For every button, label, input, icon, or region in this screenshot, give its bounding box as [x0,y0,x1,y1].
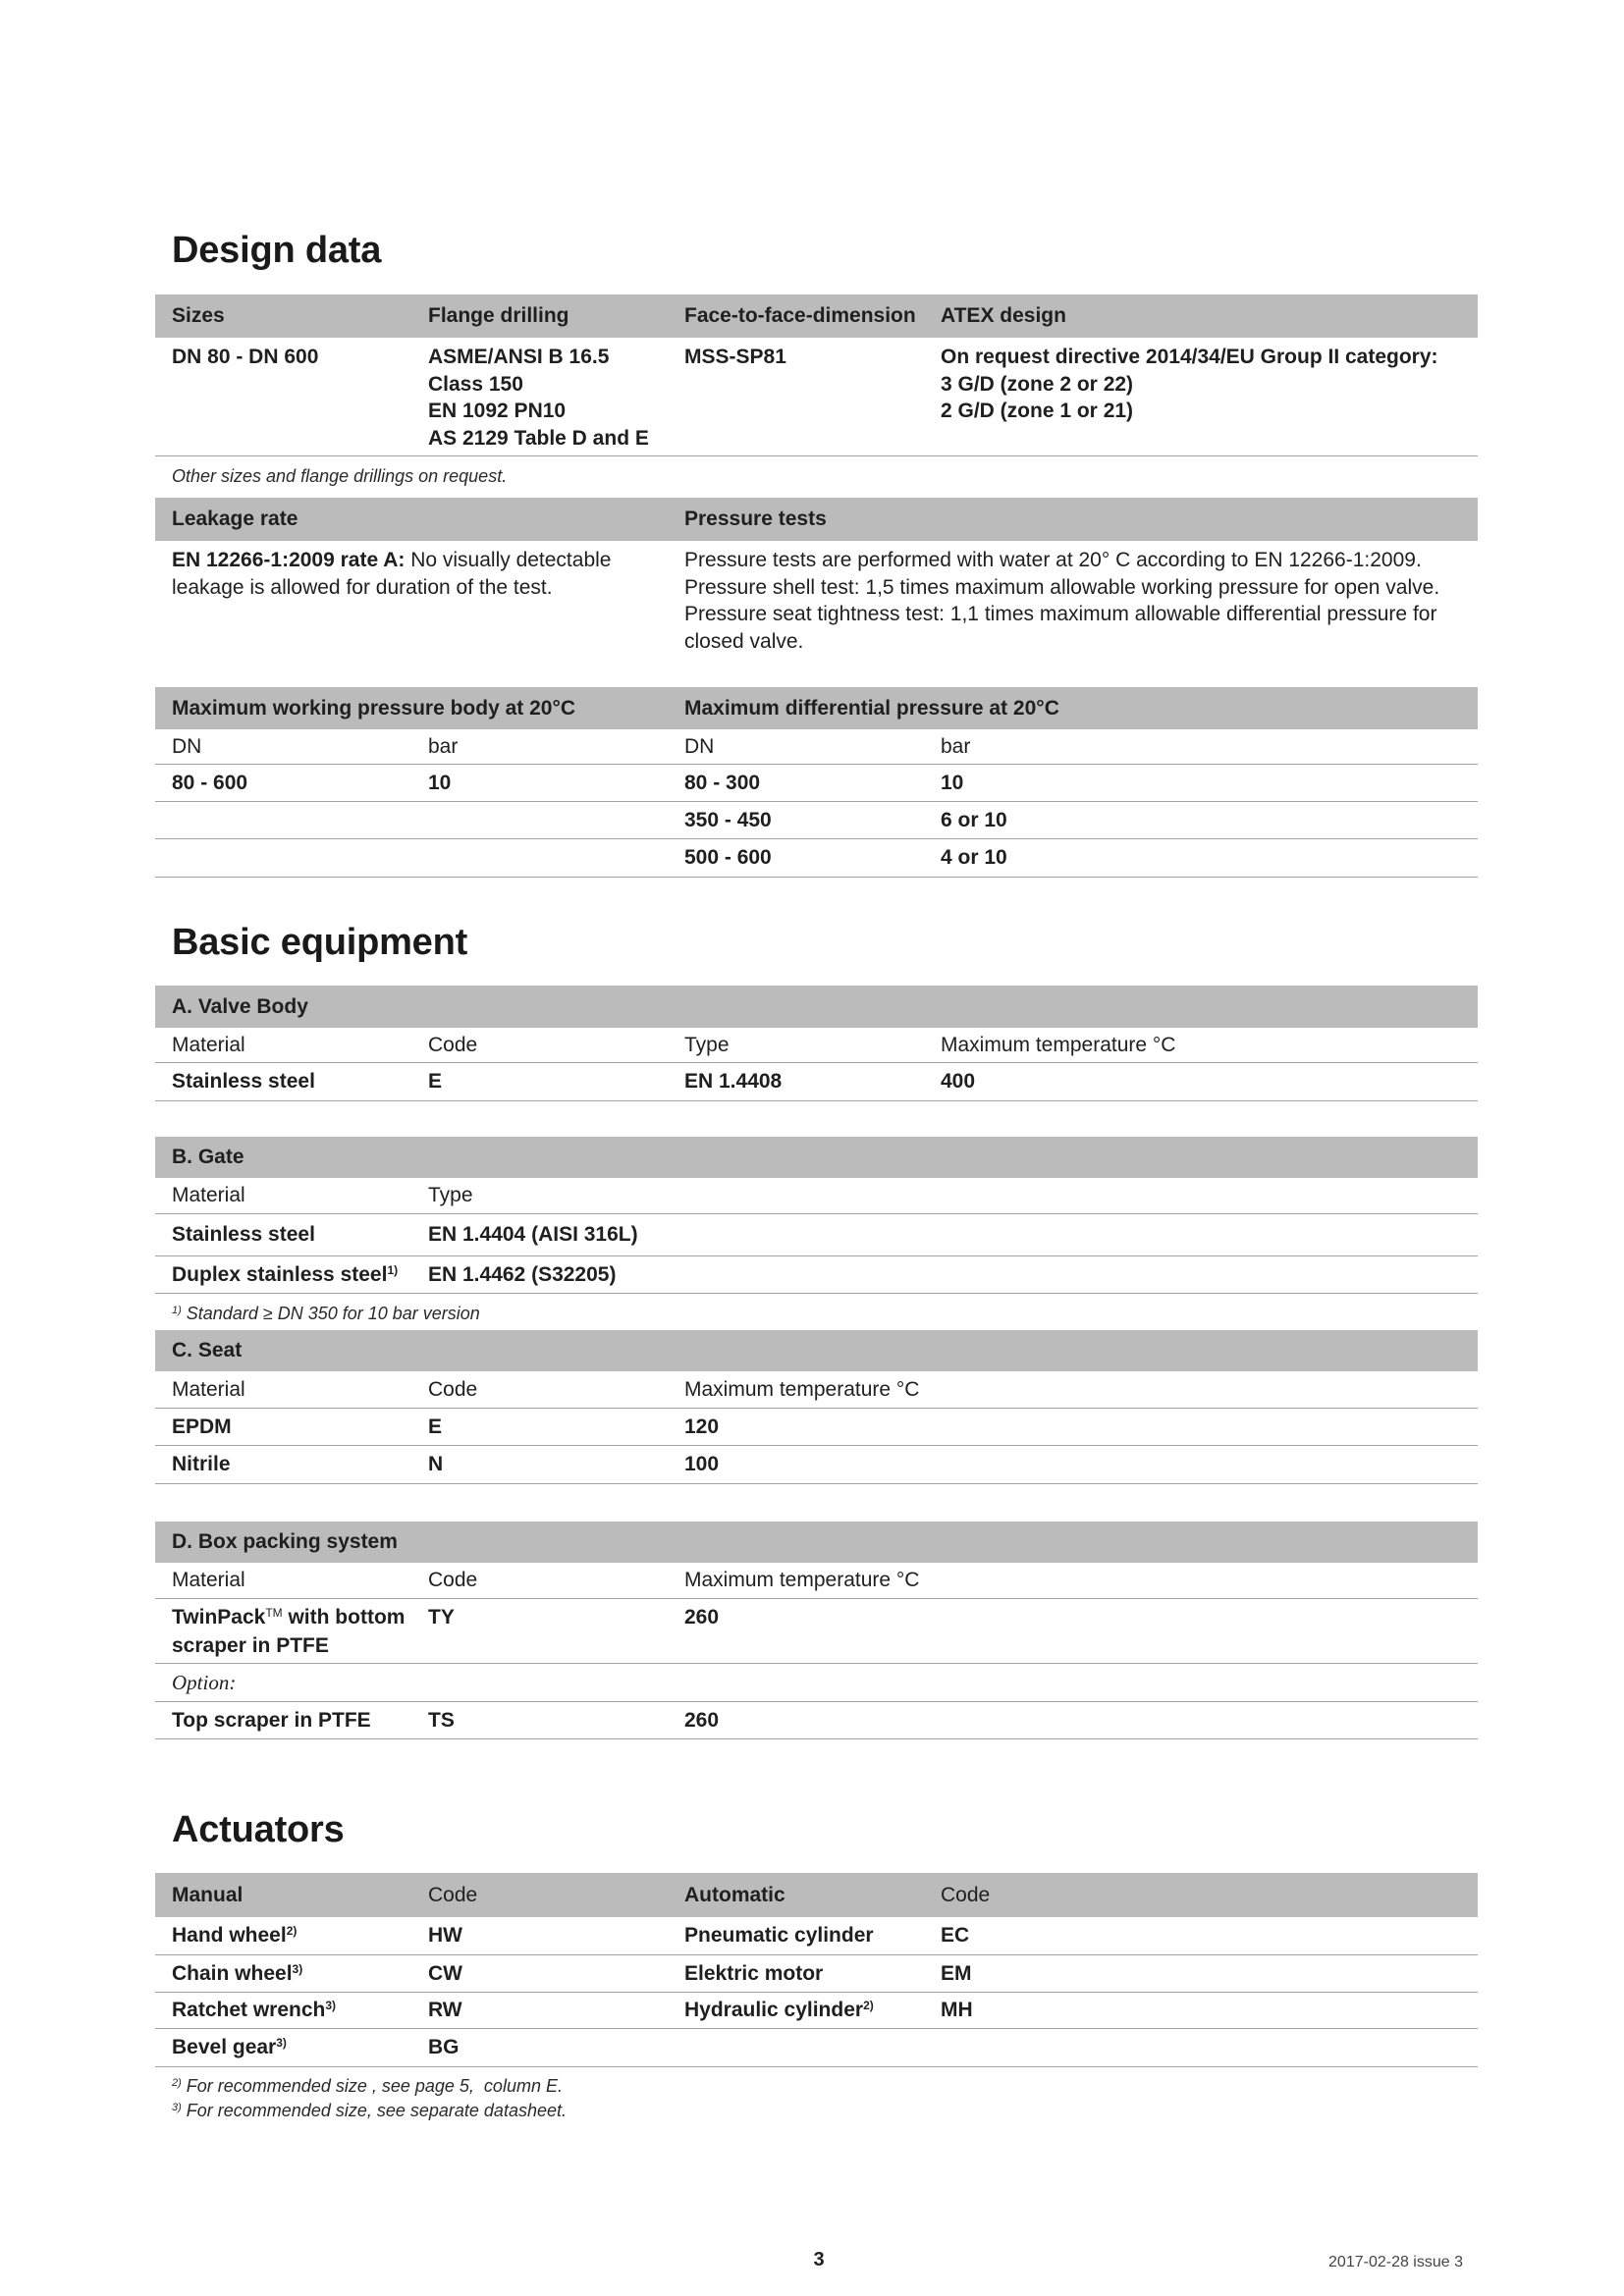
header-sizes: Sizes [172,304,225,327]
differential-bar: 6 or 10 [941,808,1007,831]
working-bar: 10 [428,771,452,794]
footnote-text: For recommended size, see separate datasheet. [181,2101,567,2120]
manual-value: Chain wheel [172,1961,293,1985]
footnote-marker: 3) [172,2102,182,2113]
gate-footnote [172,1302,480,1325]
col-type: Type [684,1033,730,1056]
gate-title: B. Gate [172,1146,244,1168]
valve-body-title: A. Valve Body [172,994,308,1018]
design-data-heading: Design data [172,230,382,271]
manual-cell [155,1962,411,1986]
code-value: E [428,1070,443,1093]
atex-line: 2 G/D (zone 1 or 21) [941,400,1134,422]
table-row [155,802,1478,839]
max-temp-value: 400 [941,1070,976,1093]
atex-line: On request directive 2014/34/EU Group II category: [941,346,1438,368]
actuators-heading: Actuators [172,1809,345,1850]
col-dn: DN [684,734,715,758]
automatic-value: Hydraulic cylinder [684,1999,864,2021]
table-row [155,839,1478,878]
differential-dn: 500 - 600 [684,846,772,869]
actuator-footnote [172,2099,567,2122]
tests-content [155,541,1478,655]
leakage-rate-cell [155,547,668,601]
gate-columns [155,1178,1478,1214]
manual-code: BG [428,2036,460,2058]
table-row [155,1993,1478,2029]
flange-line: AS 2129 Table D and E [428,426,649,450]
code-cell [411,1603,668,1631]
pressure-test-line: Pressure tests are performed with water at 20° C according to EN 12266-1:2009. [684,549,1422,571]
option-row [155,1664,1478,1702]
pressure-test-line: Pressure shell test: 1,5 times maximum allowable working pressure for open valve. [684,575,1440,599]
pressure-columns-row [155,729,1478,765]
footnote-marker: 2) [863,1999,874,2012]
col-material: Material [172,1184,245,1206]
header-working-pressure: Maximum working pressure body at 20°C [172,696,576,720]
table-row [155,2029,1478,2067]
manual-cell [155,1924,411,1948]
material-value: EPDM [172,1415,232,1438]
table-row [155,1599,1478,1664]
actuator-footnote [172,2074,563,2098]
footnote-marker: 2) [286,1924,298,1938]
automatic-code: EC [941,1924,970,1947]
working-dn: 80 - 600 [172,771,248,794]
manual-code: CW [428,1961,462,1985]
header-atex-design: ATEX design [941,304,1066,327]
code-value: E [428,1415,443,1438]
header-pressure-tests: Pressure tests [684,507,827,530]
material-line: scraper in PTFE [172,1634,329,1657]
col-max-temp: Maximum temperature °C [684,1569,920,1591]
table-row [155,1409,1478,1446]
sizes-value: DN 80 - DN 600 [172,346,319,368]
code-value: TY [428,1606,455,1629]
material-value: Stainless steel [172,1223,315,1246]
col-code: Code [428,1377,478,1401]
table-row [155,1446,1478,1484]
footnote-marker: 1) [172,1305,182,1316]
design-note: Other sizes and flange drillings on request. [172,466,508,486]
header-face-to-face: Face-to-face-dimension [684,304,916,327]
flange-drilling-cell [411,344,668,452]
option-label: Option: [172,1670,237,1694]
type-value: EN 1.4404 (AISI 316L) [428,1223,638,1246]
footnote-text: For recommended size , see page 5, column E. [181,2076,563,2096]
seat-title: C. Seat [172,1339,243,1362]
automatic-cell [668,1999,924,2022]
col-material: Material [172,1569,245,1591]
material-value: Duplex stainless steel [172,1262,388,1286]
header-manual: Manual [172,1883,244,1906]
differential-bar: 10 [941,771,964,794]
automatic-value: Elektric motor [684,1961,824,1985]
manual-code: HW [428,1924,462,1947]
max-temp-value: 120 [684,1415,720,1438]
material-line [172,1603,406,1631]
leakage-description: No visually detectable leakage is allowed for duration of the test. [172,549,612,599]
code-value: TS [428,1708,455,1732]
box-packing-title: D. Box packing system [172,1530,398,1553]
table-row [155,1256,1478,1294]
material-value: Top scraper in PTFE [172,1708,371,1732]
pressure-header-band [155,687,1478,729]
material-value: Stainless steel [172,1070,315,1093]
table-row [155,1955,1478,1993]
automatic-value: Pneumatic cylinder [684,1924,874,1947]
col-code: Code [428,1033,478,1056]
header-differential-pressure: Maximum differential pressure at 20°C [684,696,1059,720]
footnote-marker: 1) [387,1262,399,1277]
material-rest: with bottom [282,1606,406,1629]
box-packing-band [155,1522,1478,1563]
col-dn: DN [172,734,202,758]
material-value: Nitrile [172,1453,231,1475]
material-cell [155,1603,411,1660]
issue-date: 2017-02-28 issue 3 [1328,2254,1463,2270]
footnote-marker: 3) [292,1961,303,1976]
col-code: Code [428,1569,478,1591]
trademark-mark: TM [265,1606,283,1620]
max-temp-value: 100 [684,1453,720,1475]
col-material: Material [172,1033,245,1056]
header-code: Code [428,1883,478,1906]
leakage-standard: EN 12266-1:2009 rate A: [172,549,406,571]
header-leakage-rate: Leakage rate [172,507,298,530]
col-bar: bar [941,734,971,758]
manual-cell [155,1999,411,2022]
table-row [155,1702,1478,1739]
box-packing-columns [155,1563,1478,1599]
table-row [155,1917,1478,1955]
col-bar: bar [428,734,459,758]
max-temp-value: 260 [684,1708,720,1732]
tests-header-band [155,498,1478,541]
table-row [155,765,1478,802]
spec-row [155,338,1478,456]
type-value: EN 1.4408 [684,1070,783,1093]
max-temp-value: 260 [684,1606,720,1629]
atex-line: 3 G/D (zone 2 or 22) [941,372,1134,396]
face-to-face-cell [668,344,924,371]
differential-dn: 80 - 300 [684,771,761,794]
flange-line: Class 150 [428,372,523,396]
footnote-marker: 3) [325,1999,337,2012]
code-value: N [428,1453,444,1475]
header-automatic: Automatic [684,1883,785,1906]
table-row [155,1063,1478,1101]
col-max-temp: Maximum temperature °C [684,1377,920,1401]
material-name: TwinPack [172,1606,266,1629]
differential-dn: 350 - 450 [684,808,772,831]
automatic-code: EM [941,1961,972,1985]
type-value: EN 1.4462 (S32205) [428,1262,617,1286]
manual-value: Hand wheel [172,1924,287,1947]
manual-code: RW [428,1999,462,2021]
leakage-rate-text [172,547,643,601]
pressure-test-line: Pressure seat tightness test: 1,1 times maximum allowable differential pressure for closed valve. [684,603,1437,653]
header-flange-drilling: Flange drilling [428,304,569,327]
page-number: 3 [813,2249,825,2270]
atex-design-cell [924,344,1478,425]
col-max-temp: Maximum temperature °C [941,1033,1176,1056]
table-row [155,1214,1478,1256]
footnote-text: Standard ≥ DN 350 for 10 bar version [181,1304,480,1323]
basic-equipment-heading: Basic equipment [172,922,468,963]
max-temp-cell [668,1603,924,1631]
seat-columns [155,1371,1478,1409]
material-cell [155,1263,411,1287]
valve-body-band [155,986,1478,1028]
flange-line: EN 1092 PN10 [428,400,567,422]
differential-bar: 4 or 10 [941,846,1007,869]
flange-line: ASME/ANSI B 16.5 [428,346,610,368]
col-material: Material [172,1377,245,1401]
footnote-marker: 3) [276,2036,287,2050]
automatic-code: MH [941,1999,973,2021]
sizes-cell [155,344,411,371]
pressure-tests-cell [668,547,1478,655]
col-type: Type [428,1184,473,1206]
spec-header-band [155,294,1478,338]
face-to-face-value: MSS-SP81 [684,346,786,368]
seat-band [155,1330,1478,1371]
manual-value: Bevel gear [172,2036,277,2058]
gate-band [155,1137,1478,1178]
valve-body-columns [155,1028,1478,1063]
actuators-header-band [155,1873,1478,1917]
header-code: Code [941,1883,991,1906]
manual-value: Ratchet wrench [172,1999,326,2021]
manual-cell [155,2036,411,2059]
footnote-marker: 2) [172,2077,182,2089]
